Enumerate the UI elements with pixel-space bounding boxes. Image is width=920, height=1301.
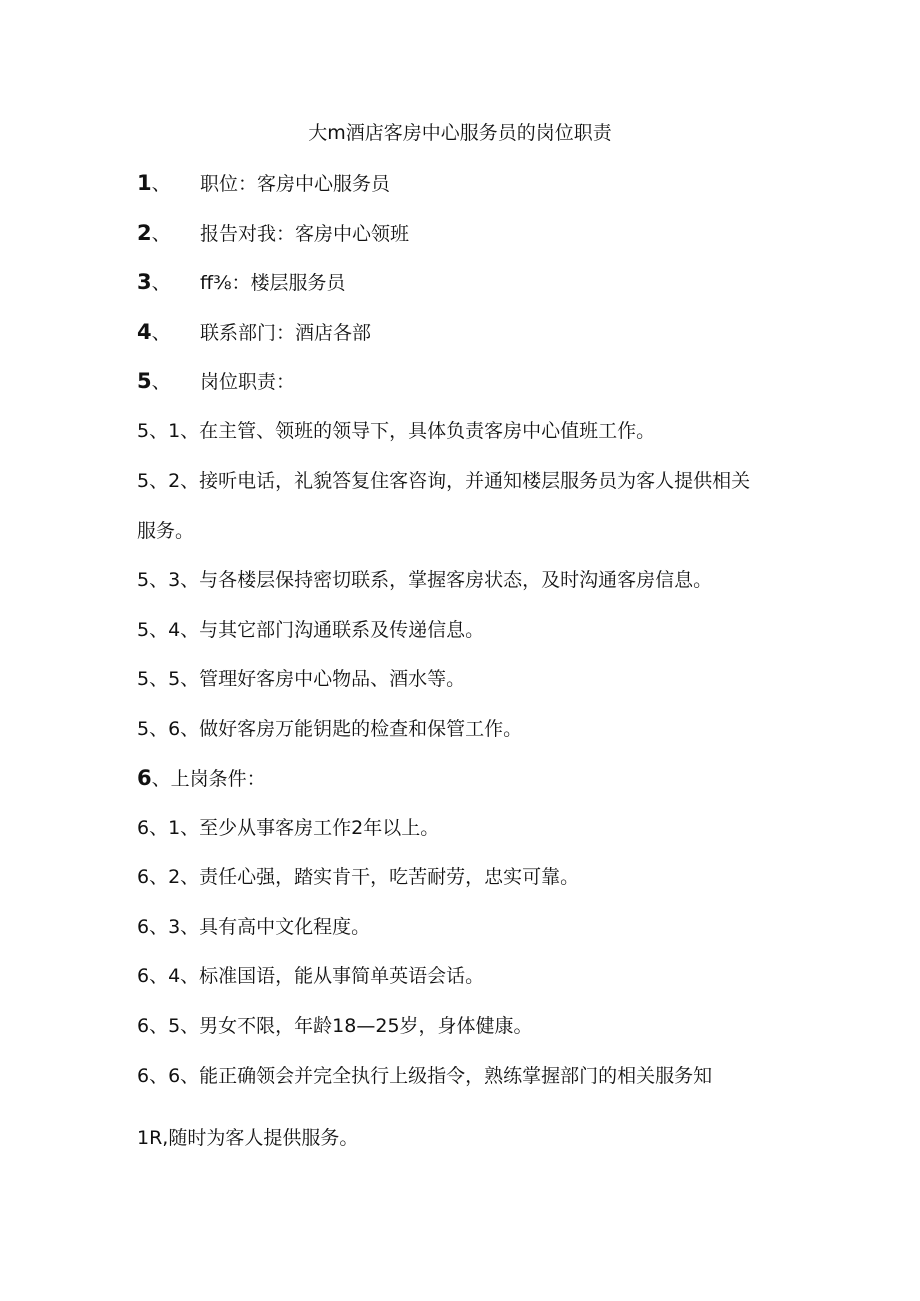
heading-text: 岗位职责： <box>200 371 296 393</box>
heading-4 <box>137 319 371 346</box>
heading-number: 5 <box>137 369 152 393</box>
heading-number: 3 <box>137 270 152 294</box>
duty-item: 5、3、与各楼层保持密切联系，掌握客房状态，及时沟通客房信息。 <box>137 569 713 591</box>
heading-2 <box>137 220 409 247</box>
heading-number: 6 <box>137 766 152 790</box>
condition-item: 6、2、责任心强，踏实肯干，吃苦耐劳，忠实可靠。 <box>137 866 580 888</box>
duty-item: 5、5、管理好客房中心物品、酒水等。 <box>137 668 466 690</box>
condition-item: 6、5、男女不限，年龄18—25岁，身体健康。 <box>137 1015 533 1037</box>
condition-item: 6、4、标准国语，能从事简单英语会话。 <box>137 965 485 987</box>
heading-separator: 、 <box>151 322 171 344</box>
heading-separator: 、 <box>151 173 171 195</box>
heading-number: 1 <box>137 171 152 195</box>
heading-3 <box>137 269 346 296</box>
duty-item: 5、6、做好客房万能钥匙的检查和保管工作。 <box>137 718 523 740</box>
section-6-heading <box>137 765 266 792</box>
heading-separator: 、 <box>151 223 171 245</box>
condition-item: 6、3、具有高中文化程度。 <box>137 916 371 938</box>
heading-text: 、上岗条件： <box>151 768 266 790</box>
heading-1 <box>137 170 390 197</box>
heading-separator: 、 <box>151 272 171 294</box>
duty-item: 5、1、在主管、领班的领导下，具体负责客房中心值班工作。 <box>137 420 656 442</box>
heading-text: 报告对我：客房中心领班 <box>200 223 410 245</box>
heading-5 <box>137 368 295 395</box>
heading-number: 2 <box>137 221 152 245</box>
duty-item: 5、2、接听电话，礼貌答复住客咨询，并通知楼层服务员为客人提供相关 <box>137 470 751 492</box>
heading-text: 联系部门：酒店各部 <box>200 322 372 344</box>
heading-text: 职位：客房中心服务员 <box>200 173 391 195</box>
heading-number: 4 <box>137 320 152 344</box>
heading-text: ff⅜：楼层服务员 <box>200 272 346 294</box>
duty-item: 5、4、与其它部门沟通联系及传递信息。 <box>137 619 485 641</box>
condition-item: 6、1、至少从事客房工作2年以上。 <box>137 817 440 839</box>
duty-item-continuation: 服务。 <box>137 520 195 542</box>
condition-item-continuation: 1R,随时为客人提供服务。 <box>137 1127 359 1149</box>
condition-item: 6、6、能正确领会并完全执行上级指令，熟练掌握部门的相关服务知 <box>137 1065 713 1087</box>
heading-separator: 、 <box>151 371 171 393</box>
document-title: 大m酒店客房中心服务员的岗位职责 <box>308 122 612 144</box>
